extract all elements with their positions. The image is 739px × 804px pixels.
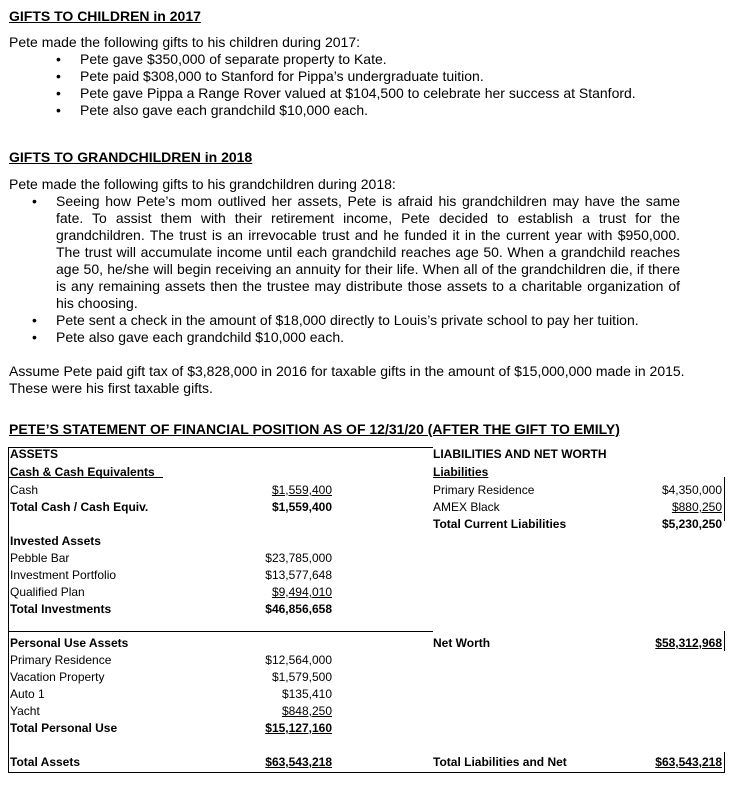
personal-value: $12,564,000 [265,653,332,667]
personal-value: $135,410 [281,687,332,701]
liab-networth-header: LIABILITIES AND NET WORTH [433,447,607,461]
total-cash-label: Total Cash / Cash Equiv. [10,500,149,514]
primary-residence-liab-label: Primary Residence [433,483,535,497]
total-liab-net-label: Total Liabilities and Net [433,755,567,769]
table-top-border [8,447,433,448]
networth-right-border [724,631,725,651]
invested-header: Invested Assets [10,534,101,548]
invested-label: Pebble Bar [10,551,70,565]
section2-intro: Pete made the following gifts to his grandchildren during 2018: [9,176,396,192]
total-assets-label: Total Assets [10,755,81,769]
total-personal-value: $15,127,160 [265,721,332,735]
personal-value: $848,250 [281,704,332,718]
amex-label: AMEX Black [433,500,500,514]
assets-header: ASSETS [10,447,59,461]
invested-label: Investment Portfolio [10,568,117,582]
list-item: • Pete also gave each grandchild $10,000 each. [80,102,720,119]
total-current-liab-value: $5,230,250 [661,517,722,531]
liab-right-border [724,477,725,521]
primary-residence-liab-value: $4,350,000 [661,483,722,497]
personal-label: Vacation Property [10,670,105,684]
total-invest-value: $46,856,658 [265,602,332,616]
list-item: • Pete gave $350,000 of separate property to Kate. [80,51,720,68]
section2-heading: GIFTS TO GRANDCHILDREN in 2018 [9,149,253,165]
personal-header: Personal Use Assets [10,636,129,650]
personal-value: $1,579,500 [271,670,332,684]
invested-label: Qualified Plan [10,585,85,599]
section2-note: Assume Pete paid gift tax of $3,828,000 in 2016 for taxable gifts in the amount of $15,000,000 made in 2015. These were his first taxable gifts. [9,363,685,396]
total-assets-value: $63,543,218 [265,755,332,769]
personal-label: Yacht [10,704,40,718]
cash-header: Cash & Cash Equivalents [10,465,155,479]
section2-bullet-list [56,193,680,346]
section1-intro: Pete made the following gifts to his children during 2017: [9,34,360,50]
total-liab-net-value: $63,543,218 [655,755,722,769]
invested-value: $13,577,648 [265,568,332,582]
cash-label: Cash [10,483,39,497]
total-invest-label: Total Investments [10,602,112,616]
personal-top-line [8,631,433,632]
total-current-liab-label: Total Current Liabilities [433,517,567,531]
total-cash-value: $1,559,400 [271,500,332,514]
net-worth-value: $58,312,968 [655,636,722,650]
statement-heading: PETE’S STATEMENT OF FINANCIAL POSITION AS OF 12/31/20 (AFTER THE GIFT TO EMILY) [9,421,620,437]
net-worth-label: Net Worth [433,636,491,650]
list-item: • Seeing how Pete’s mom outlived her assets, Pete is afraid his grandchildren may have the same fate. To assist them with their retirement income, Pete decided to establish a trust for the grandchildren. The trust is an irrevocable trust and he funded it in the current year with $950,000. The trust will accumulate income until each grandchild reaches age 50. When a grandchild reaches age 50, he/she will begin receiving an annuity for their life. When all of the grandchildren die, if there is any remaining assets then the trustee may distribute those assets to a charitable organization of his choosing. [56,193,680,312]
amex-value: $880,250 [671,500,722,514]
invested-value: $9,494,010 [271,585,332,599]
table-bottom-border [8,772,725,773]
list-item: • Pete also gave each grandchild $10,000 each. [56,329,680,346]
personal-label: Auto 1 [10,687,45,701]
cash-value: $1,559,400 [271,483,332,497]
list-item: • Pete gave Pippa a Range Rover valued at $104,500 to celebrate her success at Stanford. [80,85,720,102]
personal-label: Primary Residence [10,653,112,667]
financial-statement-table [8,447,725,772]
section1-heading: GIFTS TO CHILDREN in 2017 [9,8,201,24]
total-right-border [724,752,725,772]
list-item: • Pete paid $308,000 to Stanford for Pippa’s undergraduate tuition. [80,68,720,85]
liabilities-header: Liabilities [433,465,489,479]
list-item: • Pete sent a check in the amount of $18,000 directly to Louis’s private school to pay her tuition. [56,312,680,329]
table-left-border [8,447,9,772]
invested-value: $23,785,000 [265,551,332,565]
total-personal-label: Total Personal Use [10,721,118,735]
section1-bullet-list [80,51,720,119]
